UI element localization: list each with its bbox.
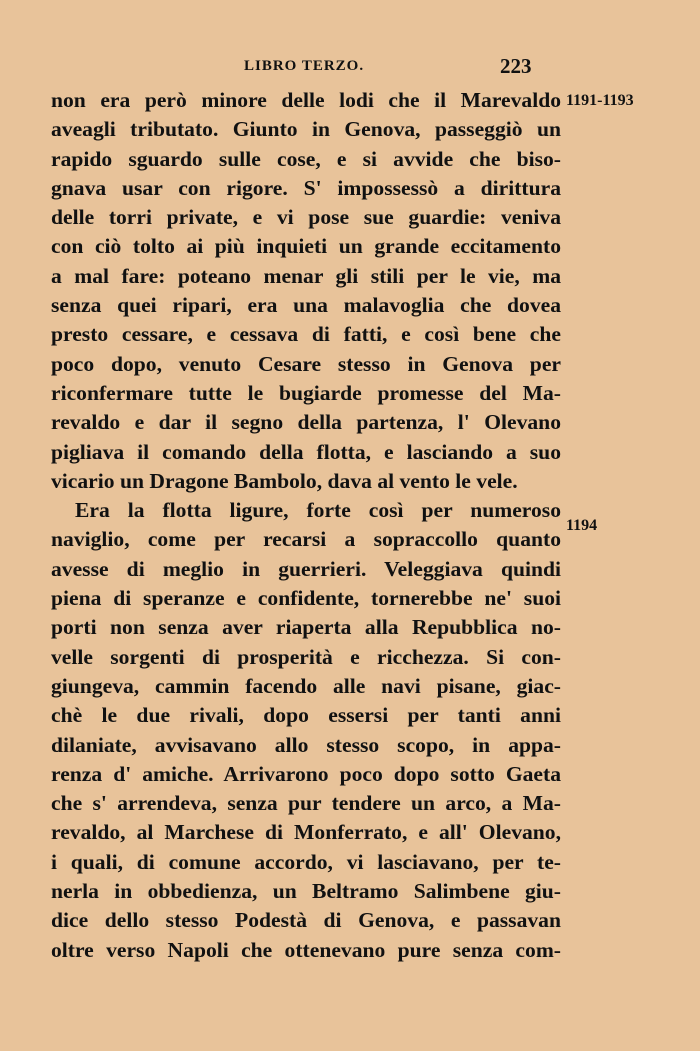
text-line: giungeva, cammin facendo alle navi pisane, giac-	[51, 673, 561, 698]
text-line: rapido sguardo sulle cose, e si avvide che biso-	[51, 146, 561, 171]
text-line: con ciò tolto ai più inquieti un grande eccitamento	[51, 234, 561, 259]
text-line: i quali, di comune accordo, vi lasciavano, per te-	[51, 849, 561, 874]
text-line: oltre verso Napoli che ottenevano pure senza com-	[51, 937, 561, 962]
text-line: revaldo, al Marchese di Monferrato, e all' Olevano,	[51, 820, 561, 845]
text-line: revaldo e dar il segno della partenza, l' Olevano	[51, 410, 561, 435]
text-line: che s' arrendeva, senza pur tendere un arco, a Ma-	[51, 791, 561, 816]
text-line: chè le due rivali, dopo essersi per tanti anni	[51, 703, 561, 728]
margin-date-note: 1191-1193	[566, 92, 634, 109]
text-line: renza d' amiche. Arrivarono poco dopo sotto Gaeta	[51, 761, 561, 786]
text-line: piena di speranze e confidente, tornerebbe ne' suoi	[51, 586, 561, 611]
text-line: non era però minore delle lodi che il Marevaldo	[51, 88, 561, 112]
text-line: poco dopo, venuto Cesare stesso in Genova per	[51, 351, 561, 376]
text-line: delle torri private, e vi pose sue guardie: veniva	[51, 205, 561, 230]
page-header	[0, 54, 700, 84]
text-line: Era la flotta ligure, forte così per numeroso	[75, 498, 561, 523]
body-text	[51, 86, 561, 965]
page-number: 223	[500, 54, 532, 78]
text-line: pigliava il comando della flotta, e lasciando a suo	[51, 439, 561, 464]
text-line: aveagli tributato. Giunto in Genova, passeggiò un	[51, 117, 561, 142]
margin-date-note: 1194	[566, 517, 598, 534]
text-line: dice dello stesso Podestà di Genova, e passavan	[51, 908, 561, 933]
running-title: LIBRO TERZO.	[244, 58, 365, 74]
text-line: presto cessare, e cessava di fatti, e così bene che	[51, 322, 561, 347]
text-line: riconfermare tutte le bugiarde promesse del Ma-	[51, 380, 561, 405]
text-line: avesse di meglio in guerrieri. Veleggiava quindi	[51, 556, 561, 581]
text-line: nerla in obbedienza, un Beltramo Salimbene giu-	[51, 879, 561, 904]
text-line: dilaniate, avvisavano allo stesso scopo, in appa-	[51, 732, 561, 757]
text-line: vicario un Dragone Bambolo, dava al vento le vele.	[51, 468, 518, 493]
text-line: gnava usar con rigore. S' impossessò a dirittura	[51, 175, 561, 200]
text-line: a mal fare: poteano menar gli stili per le vie, ma	[51, 263, 561, 288]
paragraph	[51, 496, 561, 965]
text-line: naviglio, come per recarsi a sopraccollo quanto	[51, 527, 561, 552]
text-line: velle sorgenti di prosperità e ricchezza. Si con-	[51, 644, 561, 669]
text-line: porti non senza aver riaperta alla Repubblica no-	[51, 615, 561, 640]
text-line: senza quei ripari, era una malavoglia che dovea	[51, 293, 561, 318]
paragraph	[51, 86, 561, 496]
